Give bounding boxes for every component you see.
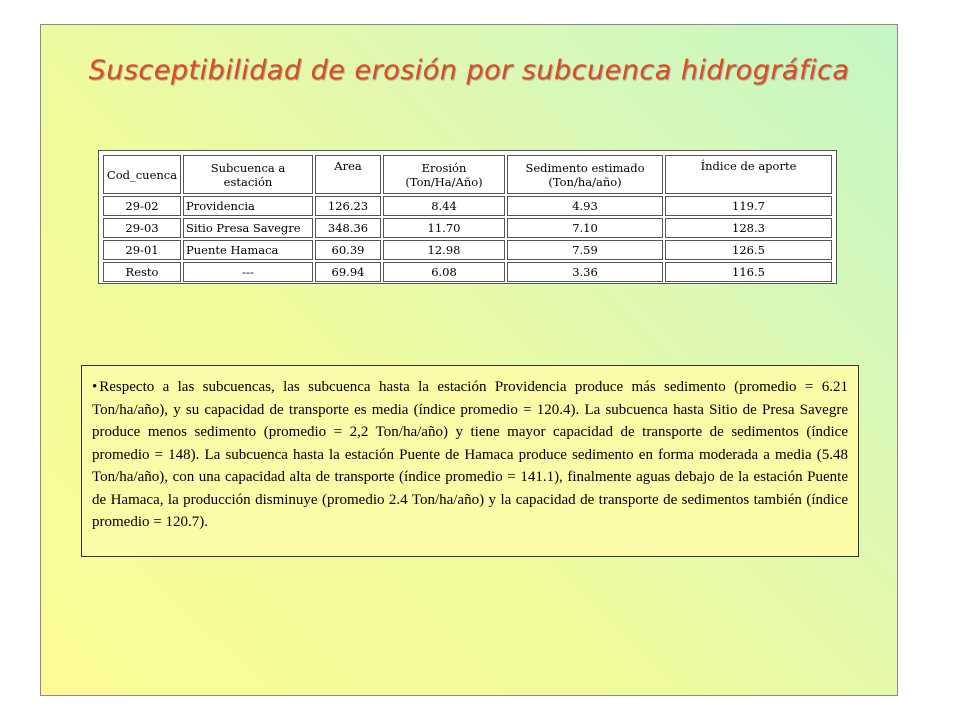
bullet-point: • [92, 379, 98, 395]
cell-indice: 128.3 [665, 218, 832, 238]
header-indice-aporte: Índice de aporte [665, 155, 832, 194]
header-area: Area [315, 155, 381, 194]
cell-erosion: 6.08 [383, 262, 505, 282]
erosion-table [101, 153, 834, 284]
cell-area: 69.94 [315, 262, 381, 282]
cell-cod: 29-03 [103, 218, 181, 238]
header-sedimento: Sedimento estimado (Ton/ha/año) [507, 155, 663, 194]
cell-cod: 29-02 [103, 196, 181, 216]
cell-cod: Resto [103, 262, 181, 282]
cell-sedimento: 4.93 [507, 196, 663, 216]
cell-indice: 119.7 [665, 196, 832, 216]
header-erosion: Erosión (Ton/Ha/Año) [383, 155, 505, 194]
table-row [103, 240, 832, 260]
cell-subcuenca: Puente Hamaca [183, 240, 313, 260]
cell-sedimento: 7.59 [507, 240, 663, 260]
cell-subcuenca: --- [183, 262, 313, 282]
cell-indice: 126.5 [665, 240, 832, 260]
cell-subcuenca: Sitio Presa Savegre [183, 218, 313, 238]
table-header-row [103, 155, 832, 194]
cell-area: 126.23 [315, 196, 381, 216]
notes-box [81, 365, 859, 557]
cell-erosion: 12.98 [383, 240, 505, 260]
cell-area: 60.39 [315, 240, 381, 260]
table-row [103, 196, 832, 216]
cell-erosion: 8.44 [383, 196, 505, 216]
cell-sedimento: 7.10 [507, 218, 663, 238]
cell-cod: 29-01 [103, 240, 181, 260]
cell-erosion: 11.70 [383, 218, 505, 238]
table-row [103, 262, 832, 282]
header-cod-cuenca: Cod_cuenca [103, 155, 181, 194]
cell-indice: 116.5 [665, 262, 832, 282]
cell-sedimento: 3.36 [507, 262, 663, 282]
notes-text: Respecto a las subcuencas, las subcuenca hasta la estación Providencia produce más sedimento (promedio = 6.21 Ton/ha/año), y su capacidad de transporte es media (índice promedio = 120.4). La subcuenca hasta Sitio de Presa Savegre produce menos sedimento (promedio = 2,2 Ton/ha/año) y tiene mayor capacidad de transporte de sedimentos (índice promedio = 148). La subcuenca hasta la estación Puente de Hamaca produce sedimento en forma moderada a media (5.48 Ton/ha/año), con una capacidad alta de transporte (índice promedio = 141.1), finalmente aguas debajo de la estación Puente de Hamaca, la producción disminuye (promedio 2.4 Ton/ha/año) y la capacidad de transporte de sedimentos también (índice promedio = 120.7). [92, 379, 848, 530]
erosion-table-frame [98, 150, 837, 284]
cell-subcuenca: Providencia [183, 196, 313, 216]
slide [40, 24, 898, 696]
table-row [103, 218, 832, 238]
slide-title: Susceptibilidad de erosión por subcuenca hidrográfica [88, 55, 850, 86]
cell-area: 348.36 [315, 218, 381, 238]
header-subcuenca: Subcuenca a estación [183, 155, 313, 194]
